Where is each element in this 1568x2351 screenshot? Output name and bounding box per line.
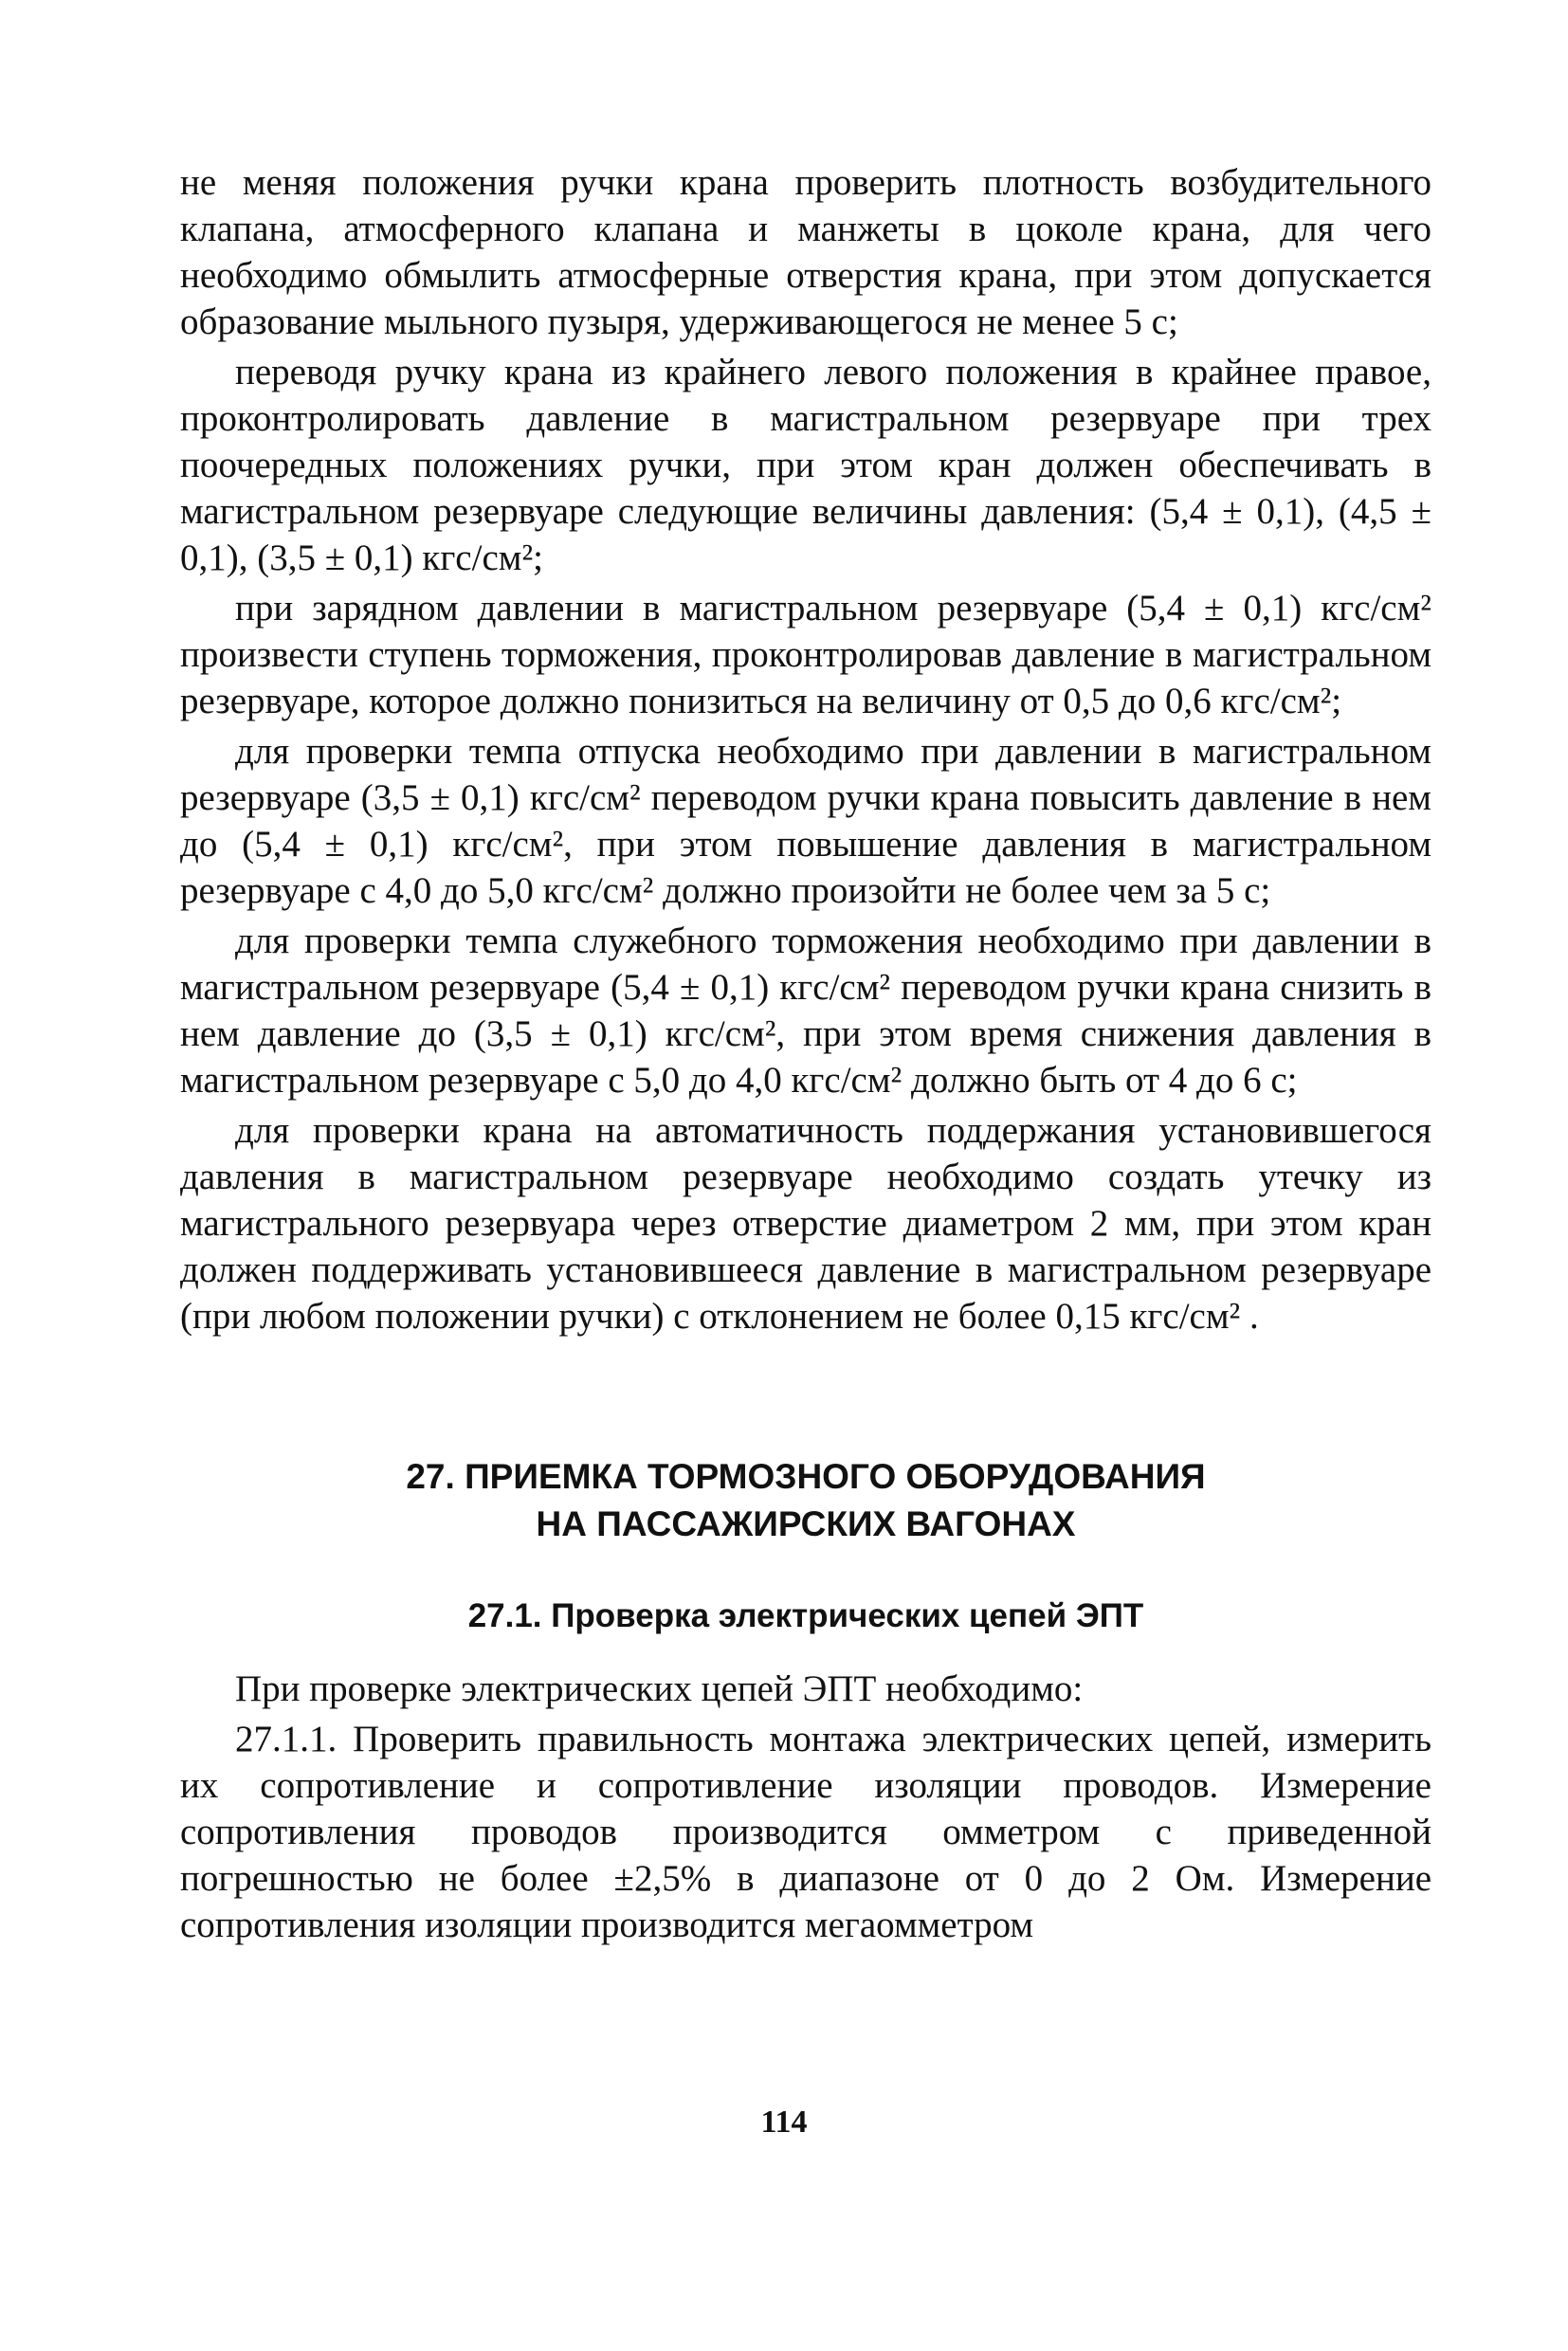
section-title-line2: НА ПАССАЖИРСКИХ ВАГОНАХ [536, 1504, 1076, 1543]
page-number: 114 [760, 2105, 808, 2140]
subsection-title: 27.1. Проверка электрических цепей ЭПТ [467, 1597, 1144, 1634]
paragraph: переводя ручку крана из крайнего левого положения в крайнее правое, проконтролировать давление в магистральном резервуаре при трех поочередных положениях ручки, при этом кран должен обеспечивать в магистральном резервуаре следующие величины давления: (5,4 ± 0,1), (4,5 ± 0,1), (3,5 ± 0,1) кгс/см²; [180, 352, 1431, 578]
page-body [180, 159, 1431, 1952]
paragraph: для проверки темпа служебного торможения необходимо при давлении в магистральном резервуаре (5,4 ± 0,1) кгс/см² переводом ручки крана снизить в нем давление до (3,5 ± 0,1) кгс/см², при этом время снижения давления в магистральном резервуаре с 5,0 до 4,0 кгс/см² должно быть от 4 до 6 с; [180, 920, 1431, 1101]
section-title-line1: 27. ПРИЕМКА ТОРМОЗНОГО ОБОРУДОВАНИЯ [406, 1457, 1206, 1496]
paragraph: при зарядном давлении в магистральном резервуаре (5,4 ± 0,1) кгс/см² произвести ступень торможения, проконтролировав давление в магистральном резервуаре, которое должно понизиться на величину от 0,5 до 0,6 кгс/см²; [180, 588, 1431, 721]
paragraph: 27.1.1. Проверить правильность монтажа электрических цепей, измерить их сопротивление и сопротивление изоляции проводов. Измерение сопротивления проводов производится омметром с приведенной погрешностью не более ±2,5% в диапазоне от 0 до 2 Ом. Измерение сопротивления изоляции производится мегаомметром [180, 1719, 1431, 1945]
paragraph: для проверки крана на автоматичность поддержания установившегося давления в магистральном резервуаре необходимо создать утечку из магистрального резервуара через отверстие диаметром 2 мм, при этом кран должен поддерживать установившееся давление в магистральном резервуаре (при любом положении ручки) с отклонением не более 0,15 кгс/см² . [180, 1110, 1431, 1337]
section-heading [180, 1453, 1431, 1637]
paragraph: При проверке электрических цепей ЭПТ необходимо: [235, 1668, 1084, 1709]
paragraph: не меняя положения ручки крана проверить плотность возбудительного клапана, атмосферного клапана и манжеты в цоколе крана, для чего необходимо обмылить атмосферные отверстия крана, при этом допускается образование мыльного пузыря, удерживающегося не менее 5 с; [180, 162, 1431, 342]
paragraph: для проверки темпа отпуска необходимо при давлении в магистральном резервуаре (3,5 ± 0,1) кгс/см² переводом ручки крана повысить давление в нем до (5,4 ± 0,1) кгс/см², при этом повышение давления в магистральном резервуаре с 4,0 до 5,0 кгс/см² должно произойти не более чем за 5 с; [180, 731, 1431, 911]
